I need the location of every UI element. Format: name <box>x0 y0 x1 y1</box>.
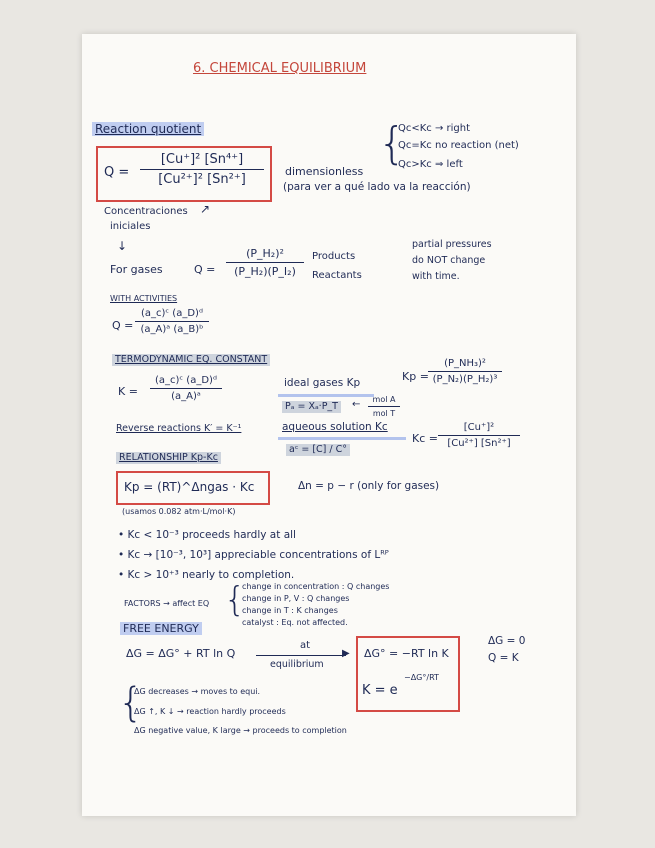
page-title: 6. CHEMICAL EQUILIBRIUM <box>193 61 367 76</box>
compare-1: Qc<Kc → right <box>398 123 471 134</box>
for-gases-label: For gases <box>110 263 163 276</box>
gases-denominator: (P_H₂)(P_I₂) <box>234 265 296 278</box>
at-label: at <box>300 640 311 651</box>
kp-denominator: (P_N₂)(P_H₂)³ <box>432 374 498 385</box>
compare-2: Qc=Kc no reaction (net) <box>398 140 519 151</box>
k-exponent: −ΔG°/RT <box>404 673 439 682</box>
k-exp-label: K = e <box>362 683 398 698</box>
activities-denominator: (a_A)ᵃ (a_B)ᵇ <box>140 324 204 335</box>
q-equals-k: Q = K <box>488 652 519 664</box>
thermo-denominator: (a_A)ᵃ <box>171 391 201 402</box>
ideal-underline <box>278 394 374 397</box>
mol-a: mol A <box>372 395 396 404</box>
gases-q-label: Q = <box>194 263 216 276</box>
factors-label: FACTORS → affect EQ <box>124 599 210 608</box>
equilibrium-arrow-line <box>256 655 346 656</box>
bullet-1: • Kc < 10⁻³ proceeds hardly at all <box>118 529 296 541</box>
right-arrow-icon: ▶ <box>342 648 350 659</box>
thermo-fraction <box>150 375 222 402</box>
factor-3: change in T : K changes <box>242 606 338 615</box>
activities-label: WITH ACTIVITIES <box>110 294 178 303</box>
free-energy-heading: FREE ENERGY <box>120 622 202 635</box>
kp-fraction <box>428 358 502 385</box>
activities-numerator: (a_c)ᶜ (a_D)ᵈ <box>141 308 203 319</box>
relationship-heading: RELATIONSHIP Kp-Kc <box>116 452 221 464</box>
reactants-label: Reactants <box>312 270 362 281</box>
thermo-numerator: (a_c)ᶜ (a_D)ᵈ <box>155 375 217 386</box>
partial-2: do NOT change <box>412 255 486 266</box>
partial-1: partial pressures <box>412 239 492 250</box>
dg-formula: ΔG = ΔG° + RT ln Q <box>126 647 236 660</box>
concentrations-label: Concentraciones <box>104 206 188 217</box>
up-arrow-icon: ↗ <box>200 202 211 216</box>
fe-note-3: ΔG negative value, K large → proceeds to completion <box>134 726 347 735</box>
initial-label: iniciales <box>110 221 151 232</box>
thermo-heading: TERMODYNAMIC EQ. CONSTANT <box>112 354 270 366</box>
reverse-reactions: Reverse reactions K′ = K⁻¹ <box>116 423 242 434</box>
kp-label: Kp = <box>402 370 429 383</box>
ideal-gases-label: ideal gases Kp <box>284 377 361 389</box>
aqueous-underline <box>278 437 406 440</box>
usamos-note: (usamos 0.082 atm·L/mol·K) <box>122 507 236 516</box>
down-arrow-icon: ↓ <box>117 239 128 253</box>
delta-n-note: Δn = p − r (only for gases) <box>298 480 440 492</box>
kc-numerator: [Cu⁺]² <box>463 422 495 433</box>
gases-numerator: (P_H₂)² <box>246 247 284 260</box>
kp-kc-formula: Kp = (RT)^Δngas · Kc <box>124 480 255 494</box>
products-label: Products <box>312 251 356 262</box>
dg-zero: ΔG = 0 <box>488 635 526 647</box>
bullet-2: • Kc → [10⁻³, 10³] appreciable concentrations of Lᴿᴾ <box>118 549 389 561</box>
q-label: Q = <box>104 165 130 180</box>
aqueous-label: aqueous solution Kc <box>282 421 388 433</box>
compare-3: Qc>Kc ⇒ left <box>398 159 463 170</box>
fe-note-2: ΔG ↑, K ↓ → reaction hardly proceeds <box>134 707 286 716</box>
gases-fraction <box>226 247 304 278</box>
factors-brace-icon: { <box>224 580 246 620</box>
left-arrow-icon: ← <box>352 399 361 410</box>
reaction-quotient-heading: Reaction quotient <box>92 122 204 136</box>
direction-note: (para ver a qué lado va la reacción) <box>283 181 471 193</box>
kc-fraction <box>438 422 520 449</box>
q-fraction <box>140 152 264 187</box>
notes-brace-icon: { <box>118 680 144 726</box>
dimensionless-label: dimensionless <box>285 165 364 178</box>
thermo-k-label: K = <box>118 385 138 398</box>
factor-2: change in P, V : Q changes <box>242 594 350 603</box>
activity-formula: aᶜ = [C] / C° <box>286 444 350 456</box>
q-numerator: [Cu⁺]² [Sn⁴⁺] <box>160 152 244 167</box>
factor-4: catalyst : Eq. not affected. <box>242 618 348 627</box>
mol-fraction <box>368 395 400 418</box>
brace-icon: { <box>378 118 406 169</box>
mol-t: mol T <box>372 409 396 418</box>
activities-fraction <box>135 308 209 335</box>
factor-1: change in concentration : Q changes <box>242 582 390 591</box>
partial-pressure-formula: Pₐ = Xₐ·P_T <box>282 401 341 413</box>
kp-numerator: (P_NH₃)² <box>444 358 486 369</box>
kc-label: Kc = <box>412 432 438 445</box>
activities-q-label: Q = <box>112 319 134 332</box>
dg0-formula: ΔG° = −RT ln K <box>364 647 449 660</box>
fe-note-1: ΔG decreases → moves to equi. <box>134 687 261 696</box>
q-denominator: [Cu²⁺]² [Sn²⁺] <box>158 172 246 187</box>
kc-denominator: [Cu²⁺] [Sn²⁺] <box>447 438 511 449</box>
partial-3: with time. <box>412 271 460 282</box>
bullet-3: • Kc > 10⁺³ nearly to completion. <box>118 569 295 581</box>
equilibrium-label: equilibrium <box>270 659 324 670</box>
